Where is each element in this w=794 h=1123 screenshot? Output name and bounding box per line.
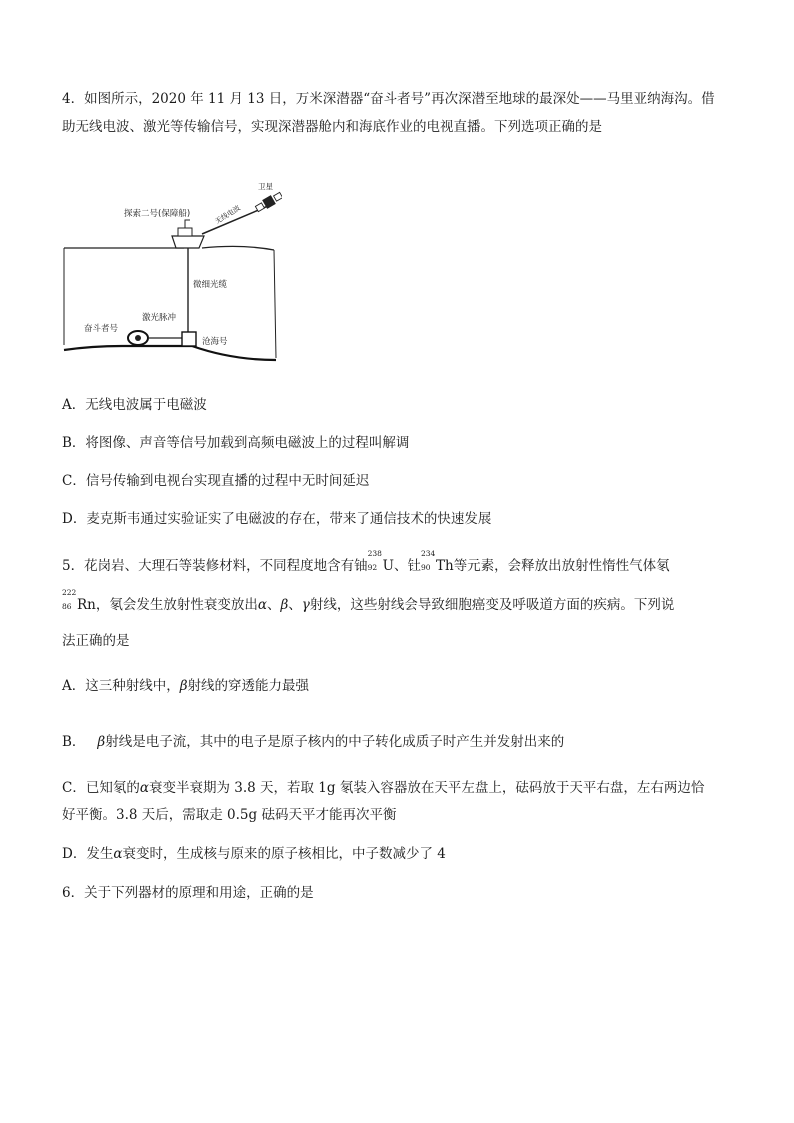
option-text: 已知氡的: [85, 780, 140, 796]
atomic-number: 86: [62, 602, 72, 611]
gamma-symbol: γ: [301, 597, 310, 613]
q4-figure: [62, 170, 282, 370]
mass-number: 234: [420, 549, 436, 558]
option-text: 射线的穿透能力最强: [187, 678, 310, 694]
element-symbol: Th: [435, 558, 454, 574]
option-label: A．: [62, 397, 86, 413]
q5-option-d: [62, 845, 446, 863]
q4-option-a: [62, 396, 207, 414]
option-label: C．: [62, 780, 86, 796]
option-label: A．: [62, 678, 86, 694]
q4-option-b: [62, 434, 409, 452]
satellite-icon: [254, 191, 282, 214]
q4-option-c: [62, 472, 369, 490]
mass-number: 222: [62, 588, 77, 597]
seabed-line: [64, 346, 276, 360]
right-wall: [274, 250, 276, 358]
q4-stem-text: 如图所示，2020 年 11 月 13 日，万米深潜器“奋斗者号”再次深潜至地球的最深处——马里亚纳海沟。借: [84, 91, 715, 107]
option-text: 射线是电子流，其中的电子是原子核内的中子转化成质子时产生并发射出来的: [105, 734, 565, 750]
element-symbol: U: [382, 558, 394, 574]
option-label: B．: [62, 435, 86, 451]
q5-stem-line2: [62, 588, 675, 614]
beta-symbol: β: [97, 734, 106, 750]
q4-option-d: [62, 510, 491, 528]
option-label: D．: [62, 846, 87, 862]
q5-text: 射线，这些射线会导致细胞癌变及呼吸道方面的疾病。下列说: [309, 597, 675, 613]
q4-number: 4．: [62, 91, 85, 107]
separator: 、: [266, 597, 281, 613]
option-label: C．: [62, 473, 86, 489]
atomic-number: 92: [367, 563, 378, 572]
separator: 、: [288, 597, 302, 613]
satellite-label: 卫星: [258, 182, 273, 191]
q5-text: 花岗岩、大理石等装修材料，不同程度地含有铀: [84, 558, 368, 574]
q6-number: 6．: [62, 885, 85, 901]
submersible-label: 奋斗者号: [84, 324, 119, 334]
lander-label: 沧海号: [202, 337, 228, 347]
cable-label: 微细光缆: [193, 280, 228, 290]
q5-text: ，氡会发生放射性衰变放出: [95, 597, 258, 613]
lander-box: [182, 332, 196, 346]
q5-option-a: [62, 677, 309, 695]
option-text: 这三种射线中，: [85, 678, 180, 694]
q5-stem-line1: [62, 549, 670, 575]
alpha-symbol: α: [139, 780, 149, 796]
option-text: 麦克斯韦通过实验证实了电磁波的存在，带来了通信技术的快速发展: [86, 511, 492, 527]
option-text: 衰变时，生成核与原来的原子核相比，中子数减少了 4: [122, 846, 446, 862]
q5-option-c-line2: 好平衡。3.8 天后，需取走 0.5g 砝码天平才能再次平衡: [62, 807, 397, 823]
q5-stem-line3: 法正确的是: [62, 633, 130, 649]
ship-hull: [172, 236, 204, 248]
option-text: 衰变半衰期为 3.8 天，若取 1g 氡装入容器放在天平左盘上，砝码放于天平右盘，左右两边恰: [148, 780, 705, 796]
beta-symbol: β: [179, 678, 188, 694]
ocean-surface-line-right: [202, 246, 274, 250]
atomic-number: 90: [420, 563, 431, 572]
q6-text: 关于下列器材的原理和用途，正确的是: [84, 885, 314, 901]
element-symbol: Rn: [77, 597, 96, 613]
option-text: 将图像、声音等信号加载到高频电磁波上的过程叫解调: [85, 435, 410, 451]
option-text: 信号传输到电视台实现直播的过程中无时间延迟: [85, 473, 370, 489]
alpha-symbol: α: [257, 597, 267, 613]
beta-symbol: β: [280, 597, 289, 613]
q5-number: 5．: [62, 558, 85, 574]
q4-stem-line2: 助无线电波、激光等传输信号，实现深潜器舱内和海底作业的电视直播。下列选项正确的是: [62, 119, 602, 135]
radon-nuclide: [62, 588, 96, 614]
alpha-symbol: α: [113, 846, 123, 862]
option-text: 无线电波属于电磁波: [85, 397, 207, 413]
option-text: 发生: [86, 846, 114, 862]
mass-number: 238: [367, 549, 382, 558]
ship-label: 探索二号(保障船): [124, 209, 191, 219]
q4-stem-line1: [62, 90, 715, 108]
ship-cabin: [178, 228, 192, 236]
q5-text: 、钍: [393, 558, 421, 574]
thorium-nuclide: [420, 549, 454, 575]
laser-label: 激光脉冲: [142, 313, 177, 323]
q5-option-b: [62, 733, 564, 751]
option-label: B．: [62, 734, 86, 750]
q6-stem: [62, 884, 314, 902]
option-label: D．: [62, 511, 87, 527]
q5-text: 等元素，会释放出放射性惰性气体氡: [453, 558, 670, 574]
q5-option-c-line1: [62, 779, 704, 797]
uranium-nuclide: [367, 549, 394, 575]
radio-link-label: 无线电波: [213, 204, 242, 226]
